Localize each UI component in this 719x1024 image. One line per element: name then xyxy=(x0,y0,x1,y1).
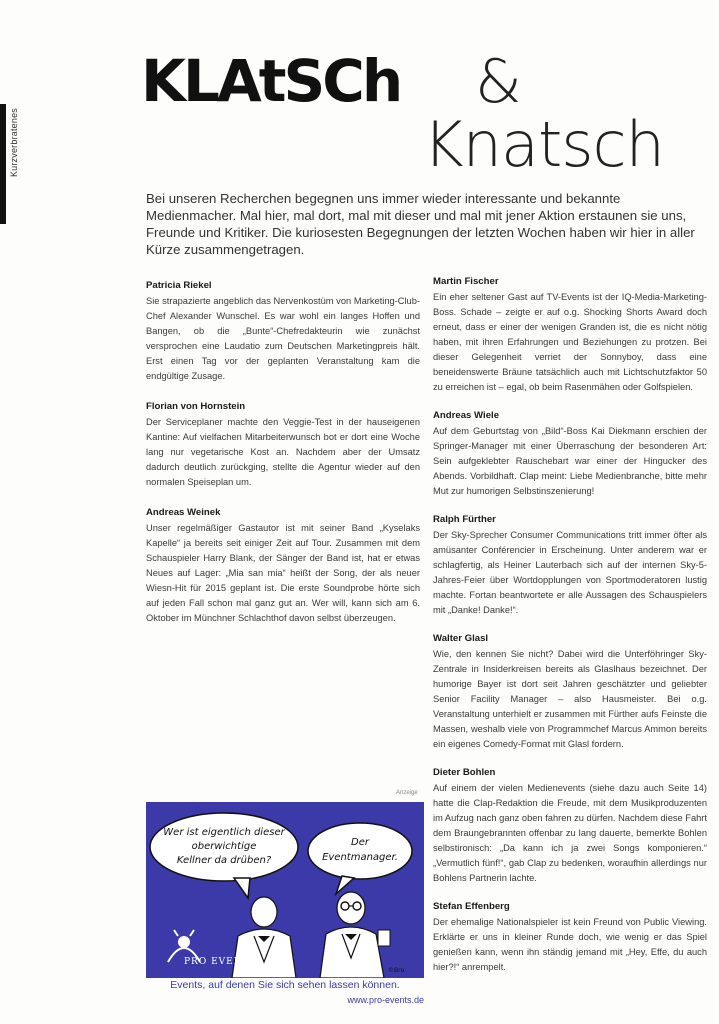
article-andreas-wiele xyxy=(433,410,707,499)
article-body: Sie strapazierte angeblich das Nervenkostüm von Marketing-Club-Chef Alexander Wunschel. Es war wohl ein langes Hoffen und Bangen, ob die „Bunte“-Chefredakteurin wie zunächst versprochen eine Laudatio zum Deutschen Marketingpreis hält. Erst einen Tag vor der geplanten Veranstaltung kam die endgültige Zusage. xyxy=(146,296,420,381)
bubble-right-line-2: Eventmanager. xyxy=(322,852,398,863)
title-knatsch: Knatsch xyxy=(423,108,664,181)
section-label: Kurzverbratenes xyxy=(9,108,19,178)
cartoon-manager-figure xyxy=(320,892,390,978)
title-ampersand: & xyxy=(475,47,522,117)
article-stefan-effenberg xyxy=(433,901,707,975)
article-heading: Martin Fischer xyxy=(433,276,499,287)
article-body: Wie, den kennen Sie nicht? Dabei wird die Unterföhringer Sky-Zentrale in Insiderkreisen bereits als Glaslhaus bezeichnet. Der humorige Bayer ist dort seit Jahren geschätzter und geliebter Senior Facility Manager – also Hausmeister. Bei o.g. Veranstaltung unterhielt er zusammen mit Fürther aufs Feinste die Massen, weshalb viele von Programmchef Marcus Ammon bereits ein eigenes Comedy-Format mit Glasl fordern. xyxy=(433,649,707,749)
intro-paragraph: Bei unseren Recherchen begegnen uns immer wieder interessante und bekannte Medienmacher. Mal hier, mal dort, mal mit dieser und mal mit jener Aktion erstaunen sie uns, Freunde und Kritiker. Die kuriosesten Begegnungen der letzten Wochen haben wir hier in aller Kürze zusammengetragen. xyxy=(146,191,695,257)
bubble-left-line-3: Kellner da drüben? xyxy=(176,855,272,866)
ad-url-link[interactable]: www.pro-events.de xyxy=(347,995,424,1005)
speech-bubble-right-tail xyxy=(336,876,354,894)
cartoon-signature: ©Bro xyxy=(388,967,405,974)
ad-cartoon xyxy=(146,802,424,978)
article-heading: Dieter Bohlen xyxy=(433,767,496,778)
article-patricia-riekel xyxy=(146,280,420,384)
article-florian-von-hornstein xyxy=(146,401,420,490)
article-heading: Patricia Riekel xyxy=(146,280,212,291)
speech-bubble-left-tail xyxy=(234,878,250,898)
left-column xyxy=(146,280,420,643)
article-body: Unser regelmäßiger Gastautor ist mit seiner Band „Kyselaks Kapelle“ ja bereits seit einiger Zeit auf Tour. Zusammen mit dem Schauspieler Harry Blank, der Sänger der Band ist, hat er etwas Neues auf Lager: „Mia san mia“ heißt der Song, der als neuer Wiesn-Hit für 2015 geplant ist. Die erste Soundprobe hörte sich auf jeden Fall schon mal ganz gut an. Wer will, kann sich am 6. Oktober im Münchner Schlachthof davon selbst überzeugen. xyxy=(146,523,420,623)
ad-label: Anzeige xyxy=(396,790,418,796)
article-heading: Walter Glasl xyxy=(433,633,489,644)
bubble-left-line-2: oberwichtige xyxy=(191,841,257,852)
bubble-left-line-1: Wer ist eigentlich dieser xyxy=(163,827,285,838)
article-body: Der ehemalige Nationalspieler ist kein Freund von Public Viewing. Erklärte er uns in kleiner Runde doch, wie wenig er das Spiel genießen kann, wenn ihn ständig jemand mit „Hey, Effe, du auch hier?!“ anrempelt. xyxy=(433,917,707,972)
article-walter-glasl xyxy=(433,633,707,752)
title-klatsch: KLAtSCh xyxy=(141,47,401,115)
ad-tagline: Events, auf denen Sie sich sehen lassen können. xyxy=(170,979,400,991)
speech-bubble-right xyxy=(308,823,412,879)
section-marker-bar xyxy=(0,104,6,224)
article-body: Ein eher seltener Gast auf TV-Events ist der IQ-Media-Marketing-Boss. Schade – zeigte er auf o.g. Shocking Shorts Award doch erneut, dass er einer der wenigen Granden ist, die es nicht nötig haben, mit ihren Erfahrungen und Beziehungen zu protzen. Bei dieser Gelegenheit verriet der Sonnyboy, dass eine beneidenswerte Bräune tatsächlich auch mit Lichtschutzfaktor 50 zu erreichen ist – egal, ob beim Rasenmähen oder Golfspielen. xyxy=(433,292,707,392)
article-heading: Florian von Hornstein xyxy=(146,401,246,412)
article-andreas-weinek xyxy=(146,507,420,626)
logo-text: PRO EVENTS xyxy=(184,957,257,967)
article-dieter-bohlen xyxy=(433,767,707,886)
article-heading: Ralph Fürther xyxy=(433,514,496,525)
bubble-right-line-1: Der xyxy=(351,837,369,848)
article-heading: Stefan Effenberg xyxy=(433,901,510,912)
article-heading: Andreas Wiele xyxy=(433,410,500,421)
article-body: Der Serviceplaner machte den Veggie-Test in der hauseigenen Kantine: Auf vielfachen Mitarbeiterwunsch bot er dort eine Woche lang nur vegetarische Kost an. Nachdem aber der Umsatz dadurch deutlich zurückging, stellte die Agentur wieder auf den normalen Speiseplan um. xyxy=(146,417,420,487)
right-column xyxy=(433,276,707,990)
article-ralph-f-rther xyxy=(433,514,707,618)
article-martin-fischer xyxy=(433,276,707,395)
article-body: Auf einem der vielen Medienevents (siehe dazu auch Seite 14) hatte die Clap-Redaktion die Freude, mit dem Musikproduzenten im Aufzug nach ganz oben fahren zu dürfen. Nachdem diese Fahrt dem Braungebrannten offenbar zu lang dauerte, bemerkte Bohlen selbstironisch: „Da kann ich ja zwei Songs komponieren.“ „Vermutlich fünf!“, gab Clap zu bedenken, woraufhin allerdings nur Bohlens Partnerin lachte. xyxy=(433,783,707,883)
article-body: Auf dem Geburtstag von „Bild“-Boss Kai Diekmann erschien der Springer-Manager mit einer Überraschung der besonderen Art: Sein aufgeklebter Rauschebart war einer der Hingucker des Abends. Vorbildhaft. Clap meint: Liebe Medienbranche, bitte mehr Mut zur humorigen Selbstinszenierung! xyxy=(433,426,707,496)
article-heading: Andreas Weinek xyxy=(146,507,221,518)
advertisement[interactable] xyxy=(146,802,424,1018)
article-body: Der Sky-Sprecher Consumer Communications tritt immer öfter als amüsanter Conférencier in Erscheinung. Unter anderem war er schlagfertig, als Heiner Lauterbach sich auf der internen Sky-5-Jahres-Feier über Wortdopplungen von Sportmoderatoren lustig machte. Fortan beantwortete er alle Aussagen des Schauspielers mit „Danke! Danke!“. xyxy=(433,530,707,615)
